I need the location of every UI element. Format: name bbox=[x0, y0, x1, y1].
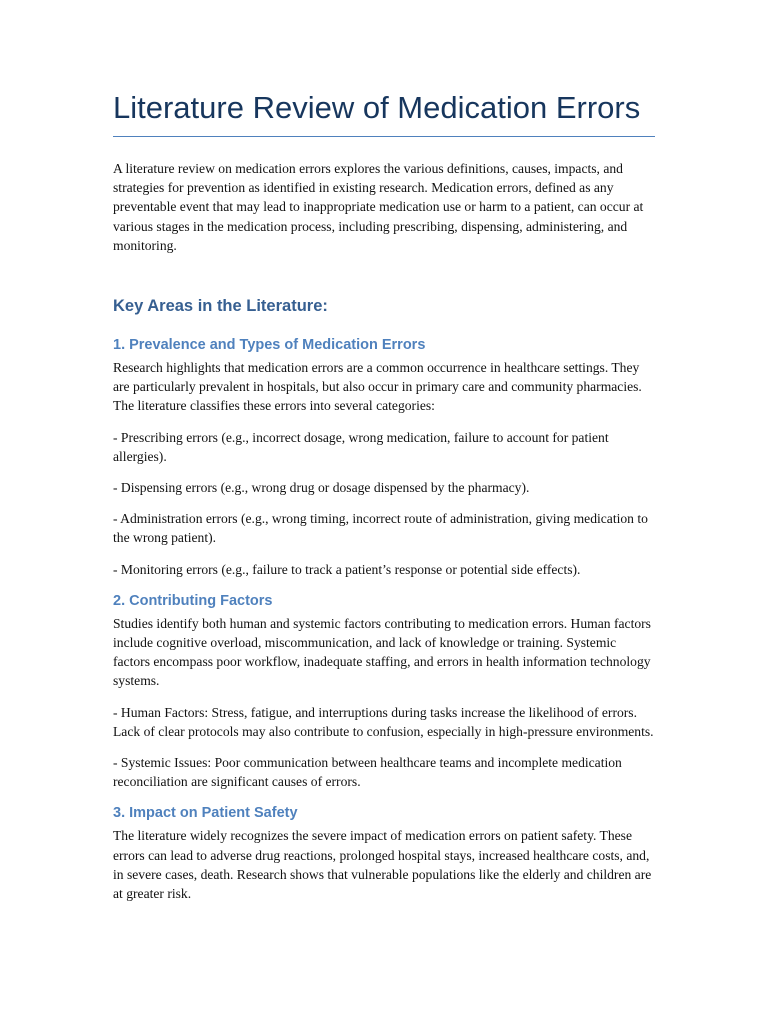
section-heading: 2. Contributing Factors bbox=[113, 592, 273, 609]
list-item: - Dispensing errors (e.g., wrong drug or dosage dispensed by the pharmacy). bbox=[113, 480, 530, 496]
section-heading: 1. Prevalence and Types of Medication Errors bbox=[113, 337, 426, 354]
section-contributing-factors bbox=[113, 591, 655, 792]
document-page bbox=[113, 88, 655, 915]
list-item: - Human Factors: Stress, fatigue, and interruptions during tasks increase the likelihood of errors. Lack of clear protocols may also contribute to confusion, especially in high-pressure environments. bbox=[113, 704, 654, 739]
title-underline bbox=[113, 136, 655, 137]
list-item: - Administration errors (e.g., wrong timing, incorrect route of administration, giving medication to the wrong patient). bbox=[113, 511, 648, 546]
list-item: - Prescribing errors (e.g., incorrect dosage, wrong medication, failure to account for patient allergies). bbox=[113, 429, 609, 464]
key-areas-heading: Key Areas in the Literature: bbox=[113, 297, 328, 316]
list-item: - Monitoring errors (e.g., failure to track a patient’s response or potential side effects). bbox=[113, 561, 581, 577]
section-paragraph: Research highlights that medication errors are a common occurrence in healthcare settings. They are particularly prevalent in hospitals, but also occur in primary care and community pharmacies. The literature classifies these errors into several categories: bbox=[113, 360, 642, 414]
section-patient-safety bbox=[113, 803, 655, 903]
intro-paragraph: A literature review on medication errors explores the various definitions, causes, impacts, and strategies for prevention as identified in existing research. Medication errors, defined as any preventable event that may lead to inappropriate medication use or harm to a patient, can occur at various stages in the medication process, including prescribing, dispensing, administering, and monitoring. bbox=[113, 161, 644, 253]
list-item: - Systemic Issues: Poor communication between healthcare teams and incomplete medication reconciliation are significant causes of errors. bbox=[113, 755, 622, 790]
section-paragraph: The literature widely recognizes the severe impact of medication errors on patient safety. These errors can lead to adverse drug reactions, prolonged hospital stays, increased healthcare costs, and, in severe cases, death. Research shows that vulnerable populations like the elderly and children are at greater risk. bbox=[113, 828, 652, 902]
section-heading: 3. Impact on Patient Safety bbox=[113, 805, 298, 822]
section-prevalence bbox=[113, 335, 655, 579]
section-paragraph: Studies identify both human and systemic factors contributing to medication errors. Human factors include cognitive overload, miscommunication, and lack of knowledge or training. Systemic factors encompass poor workflow, inadequate staffing, and errors in health information technology systems. bbox=[113, 615, 651, 689]
document-title: Literature Review of Medication Errors bbox=[113, 90, 641, 125]
